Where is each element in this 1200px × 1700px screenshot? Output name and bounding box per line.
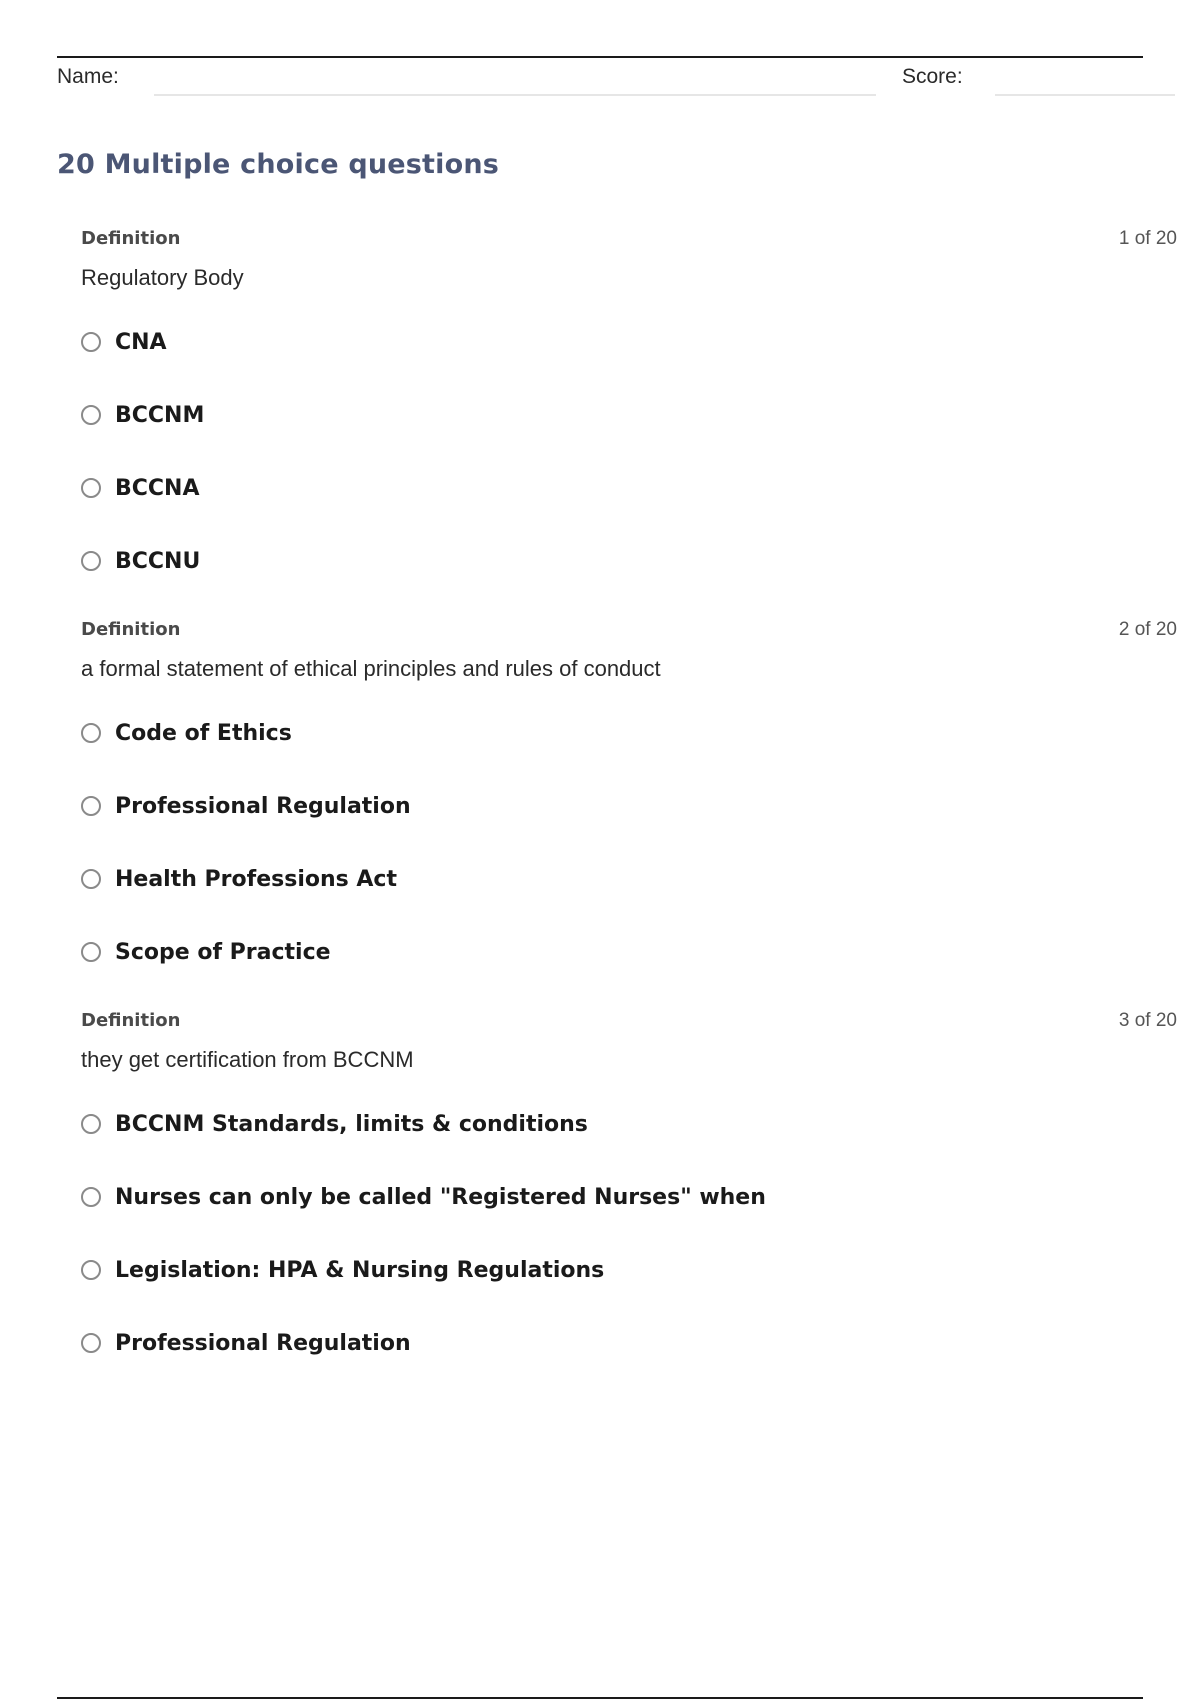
option-label: Health Professions Act <box>115 866 397 892</box>
answer-option[interactable] <box>81 399 204 431</box>
radio-button[interactable] <box>81 1260 101 1280</box>
question-kind: Definition <box>81 228 181 249</box>
option-label: BCCNM Standards, limits & conditions <box>115 1111 588 1137</box>
radio-button[interactable] <box>81 1333 101 1353</box>
answer-option[interactable] <box>81 1327 411 1359</box>
answer-option[interactable] <box>81 472 200 504</box>
answer-option[interactable] <box>81 717 292 749</box>
answer-option[interactable] <box>81 326 167 358</box>
option-label: Code of Ethics <box>115 720 292 746</box>
radio-button[interactable] <box>81 1187 101 1207</box>
radio-button[interactable] <box>81 332 101 352</box>
radio-button[interactable] <box>81 723 101 743</box>
answer-option[interactable] <box>81 936 331 968</box>
score-label: Score: <box>902 65 963 88</box>
question-kind: Definition <box>81 1010 181 1031</box>
radio-button[interactable] <box>81 478 101 498</box>
name-field-line[interactable] <box>154 94 876 96</box>
radio-button[interactable] <box>81 869 101 889</box>
option-label: CNA <box>115 329 167 355</box>
radio-button[interactable] <box>81 551 101 571</box>
question-prompt: they get certification from BCCNM <box>81 1047 414 1072</box>
header-row <box>57 60 1177 100</box>
radio-button[interactable] <box>81 1114 101 1134</box>
answer-option[interactable] <box>81 545 200 577</box>
answer-option[interactable] <box>81 1254 604 1286</box>
section-title: 20 Multiple choice questions <box>57 149 500 180</box>
option-label: Professional Regulation <box>115 1330 411 1356</box>
radio-button[interactable] <box>81 796 101 816</box>
answer-option[interactable] <box>81 1108 588 1140</box>
option-label: Professional Regulation <box>115 793 411 819</box>
bottom-rule <box>57 1697 1143 1699</box>
answer-option[interactable] <box>81 1181 766 1213</box>
score-field-line[interactable] <box>995 94 1175 96</box>
option-label: BCCNM <box>115 402 205 428</box>
question-kind: Definition <box>81 619 181 640</box>
option-label: Scope of Practice <box>115 939 331 965</box>
question-prompt: Regulatory Body <box>81 265 244 290</box>
question-counter: 1 of 20 <box>1118 228 1177 249</box>
answer-option[interactable] <box>81 863 397 895</box>
top-rule <box>57 56 1143 58</box>
option-label: Nurses can only be called "Registered Nurses" when <box>115 1184 766 1210</box>
question-counter: 2 of 20 <box>1118 619 1177 640</box>
option-label: BCCNA <box>115 475 200 501</box>
name-label: Name: <box>57 65 119 88</box>
question-counter: 3 of 20 <box>1118 1010 1177 1031</box>
question-prompt: a formal statement of ethical principles and rules of conduct <box>81 656 661 681</box>
answer-option[interactable] <box>81 790 411 822</box>
radio-button[interactable] <box>81 942 101 962</box>
option-label: BCCNU <box>115 548 201 574</box>
radio-button[interactable] <box>81 405 101 425</box>
option-label: Legislation: HPA & Nursing Regulations <box>115 1257 605 1283</box>
